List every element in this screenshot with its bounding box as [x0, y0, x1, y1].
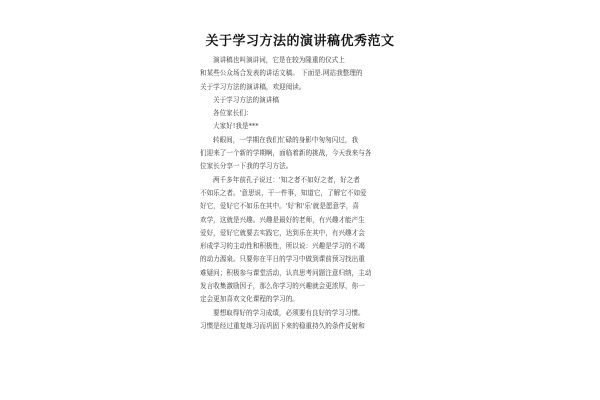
text-line: 形成学习的主动性和积极性，所以说：兴趣是学习的不竭: [200, 242, 365, 251]
text-line: 两千多年前孔子说过：'知之者不如好之者，好之者: [213, 175, 360, 184]
paragraph: [200, 54, 400, 94]
document-title: 关于学习方法的演讲稿优秀范文: [205, 34, 395, 49]
paragraph: [200, 134, 400, 174]
document-body: [200, 54, 400, 333]
text-line: 位家长分享一下我的学习方法。: [200, 162, 293, 171]
text-line: 欢学，这就是兴趣。兴趣是最好的老师，有兴趣才能产生: [200, 215, 365, 224]
text-line: 大家好!我是***: [213, 122, 259, 131]
text-line: 要想取得好的学习成绩，必须要有良好的学习习惯。: [213, 308, 365, 317]
paragraph: [200, 120, 400, 133]
paragraph: [200, 174, 400, 307]
paragraph: [200, 94, 400, 107]
text-line: 发言收集激励因子，那么你学习的兴趣就会更浓厚，你一: [200, 282, 365, 291]
text-line: 不如乐之者。'意思说，干一件事，知道它，了解它不如爱: [200, 188, 367, 197]
paragraph: [200, 307, 400, 334]
text-line: 关于学习方法的演讲稿，欢迎阅读。: [200, 82, 306, 91]
text-line: 和某些公众场合发表的讲话文稿。 下面是.网站我整理的: [200, 69, 363, 78]
text-line: 转眼间，一学期在我们忙碌的身影中匆匆闪过，我: [213, 135, 359, 144]
paragraph: [200, 107, 400, 120]
text-line: 关于学习方法的演讲稿: [213, 95, 279, 104]
text-line: 定会更加喜欢文化课程的学习的。: [200, 295, 299, 304]
text-line: 难疑问；积极参与课堂活动，认真思考问题注意归纳，主动: [200, 268, 372, 277]
text-line: 的动力源泉。只要你在平日的学习中做到课前预习找出重: [200, 255, 365, 264]
text-line: 各位家长们：: [213, 109, 253, 118]
text-line: 好它，爱好它不如乐在其中。'好'和'乐'就是愿意学，喜: [200, 202, 359, 211]
text-line: 们迎来了一个新的学期啊，面临着新的挑战，今天我来与各: [200, 149, 372, 158]
text-line: 习惯是经过重复练习而巩固下来的稳重持久的条件反射和: [200, 321, 365, 330]
text-line: 演讲稿也叫演讲词，它是在较为隆重的仪式上: [213, 56, 345, 64]
text-line: 爱好，爱好它就要去实践它，达到乐在其中，有兴趣才会: [200, 228, 365, 237]
